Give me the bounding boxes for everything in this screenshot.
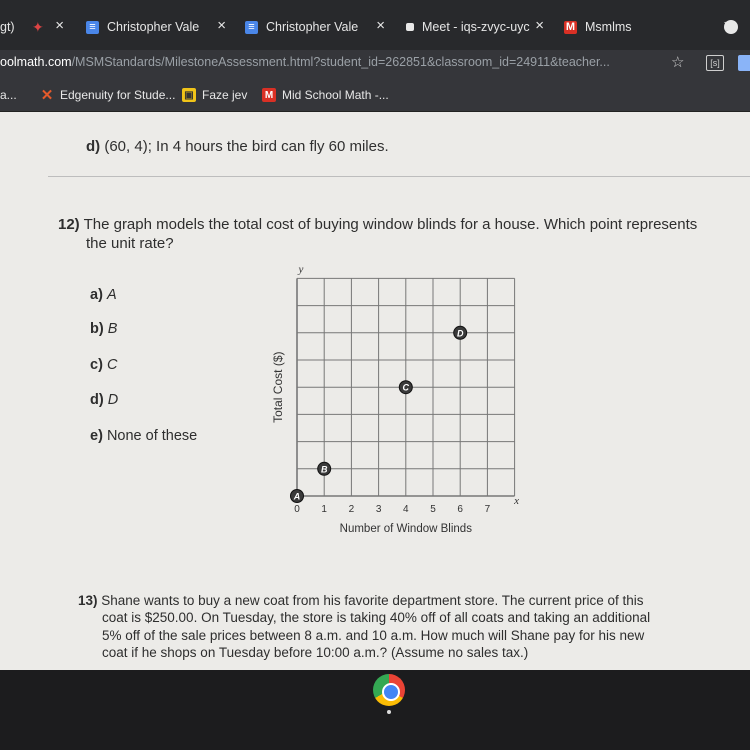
point-label: A	[293, 491, 301, 502]
bookmark-star-icon[interactable]: ☆	[671, 54, 685, 71]
url-text[interactable]	[0, 55, 610, 69]
bookmark-label: Edgenuity for Stude...	[60, 88, 176, 102]
question-text: Shane wants to buy a new coat from his favorite department store. The current price of this	[97, 593, 644, 608]
question-text-line1: The graph models the total cost of buying window blinds for a house. Which point represents	[79, 216, 698, 233]
x-tick-label: 2	[348, 504, 355, 515]
question-13-line1	[78, 592, 718, 609]
extension-icon-2[interactable]	[738, 55, 750, 71]
bookmark-label: a...	[0, 88, 17, 102]
choice-letter: e)	[90, 428, 103, 444]
msm-icon: M	[262, 88, 276, 102]
tab-label: gt)	[0, 20, 15, 34]
edgenuity-icon: ✕	[40, 87, 54, 104]
extension-icon[interactable]: [s]	[706, 55, 724, 71]
close-icon[interactable]: ×	[55, 17, 64, 34]
question-13-line3: 5% off of the sale prices between 8 a.m. and 10 a.m. How much will Shane pay for his new	[102, 627, 645, 643]
x-axis-letter: x	[514, 495, 520, 507]
close-icon[interactable]: ×	[535, 17, 544, 34]
data-point-c	[399, 381, 412, 394]
tab-label: Christopher Vale	[107, 20, 200, 34]
x-tick-label: 6	[457, 504, 463, 515]
choice-text: None of these	[106, 428, 198, 444]
question-12-prompt	[58, 215, 738, 253]
taskbar	[0, 670, 750, 750]
tab-meet[interactable]	[406, 14, 544, 40]
active-indicator	[387, 710, 391, 714]
choice-letter: d)	[90, 392, 104, 408]
bookmark-label: Mid School Math -...	[282, 88, 389, 102]
data-point-b	[318, 462, 331, 475]
msm-icon: M	[565, 21, 576, 33]
tab-msmlms[interactable]	[564, 14, 714, 40]
scatter-chart	[260, 262, 540, 542]
close-icon[interactable]: ×	[217, 17, 226, 34]
choice-d[interactable]	[90, 392, 118, 408]
bookmark-edgenuity[interactable]	[40, 88, 175, 102]
tab-label: Msmlms	[585, 20, 632, 34]
chrome-icon[interactable]	[373, 674, 405, 706]
address-bar[interactable]	[0, 50, 750, 78]
data-point-a	[291, 490, 304, 503]
meet-icon	[406, 23, 414, 31]
choice-text: B	[107, 321, 118, 337]
question-text-line2: the unit rate?	[86, 235, 174, 252]
choice-text: A	[106, 287, 117, 303]
docs-icon: ≡	[86, 21, 99, 34]
choice-a[interactable]	[90, 287, 117, 303]
docs-icon: ≡	[245, 21, 258, 34]
x-tick-label: 7	[484, 504, 491, 515]
x-tick-label: 5	[430, 504, 436, 515]
tab-christopher-1[interactable]	[86, 14, 226, 40]
choice-e[interactable]	[90, 428, 197, 444]
x-axis-title: Number of Window Blinds	[339, 523, 472, 535]
point-label: C	[402, 382, 410, 393]
point-label: D	[456, 328, 464, 339]
x-tick-labels	[294, 504, 490, 515]
tab-unnamed[interactable]	[32, 14, 68, 40]
data-point-d	[454, 326, 467, 339]
q11-answer-d[interactable]	[86, 138, 389, 155]
assessment-page	[0, 112, 750, 670]
bookmark-mid-school-math[interactable]	[262, 88, 389, 102]
choice-c[interactable]	[90, 357, 117, 373]
tab-favicon-icon: ✦	[32, 18, 44, 35]
y-axis-title: Total Cost ($)	[271, 351, 285, 423]
x-tick-label: 1	[321, 504, 327, 515]
question-13-line2: coat is $250.00. On Tuesday, the store is taking 40% off of all coats and taking an additional	[102, 610, 651, 626]
close-icon[interactable]: ×	[376, 17, 385, 34]
url-domain: oolmath.com	[0, 55, 72, 69]
tab-label: Meet - iqs-zvyc-uyc	[422, 20, 530, 34]
question-divider	[48, 176, 750, 177]
point-label: B	[320, 464, 328, 475]
choice-text: D	[107, 392, 119, 408]
bookmarks-bar	[0, 78, 750, 112]
profile-button[interactable]	[724, 14, 750, 40]
bookmark-item[interactable]	[0, 88, 17, 102]
choice-text: (60, 4); In 4 hours the bird can fly 60 miles.	[100, 138, 389, 155]
question-number: 12)	[58, 216, 80, 233]
tab-label: Christopher Vale	[266, 20, 359, 34]
y-axis-letter: y	[298, 263, 304, 276]
choice-text: C	[106, 357, 118, 373]
question-13-prompt	[78, 592, 718, 661]
choice-letter: c)	[90, 357, 103, 373]
question-number: 13)	[78, 593, 98, 608]
x-tick-label: 3	[375, 504, 382, 515]
faze-icon: ▣	[182, 88, 196, 102]
choice-letter: d)	[86, 138, 101, 155]
choice-letter: b)	[90, 321, 104, 337]
choice-letter: a)	[90, 287, 103, 303]
choice-b[interactable]	[90, 321, 117, 337]
tab-bar	[0, 0, 750, 50]
x-tick-label: 4	[403, 504, 409, 515]
bookmark-label: Faze jev	[202, 88, 248, 102]
chrome-profile-icon	[724, 20, 738, 34]
x-tick-label: 0	[294, 504, 300, 515]
tab-christopher-2[interactable]	[245, 14, 385, 40]
url-path: /MSMStandards/MilestoneAssessment.html?student_id=262851&classroom_id=24911&teacher...	[71, 55, 610, 69]
bookmark-faze[interactable]	[182, 88, 247, 102]
question-13-line4: coat if he shops on Tuesday before 10:00 a.m.? (Assume no sales tax.)	[102, 644, 529, 660]
